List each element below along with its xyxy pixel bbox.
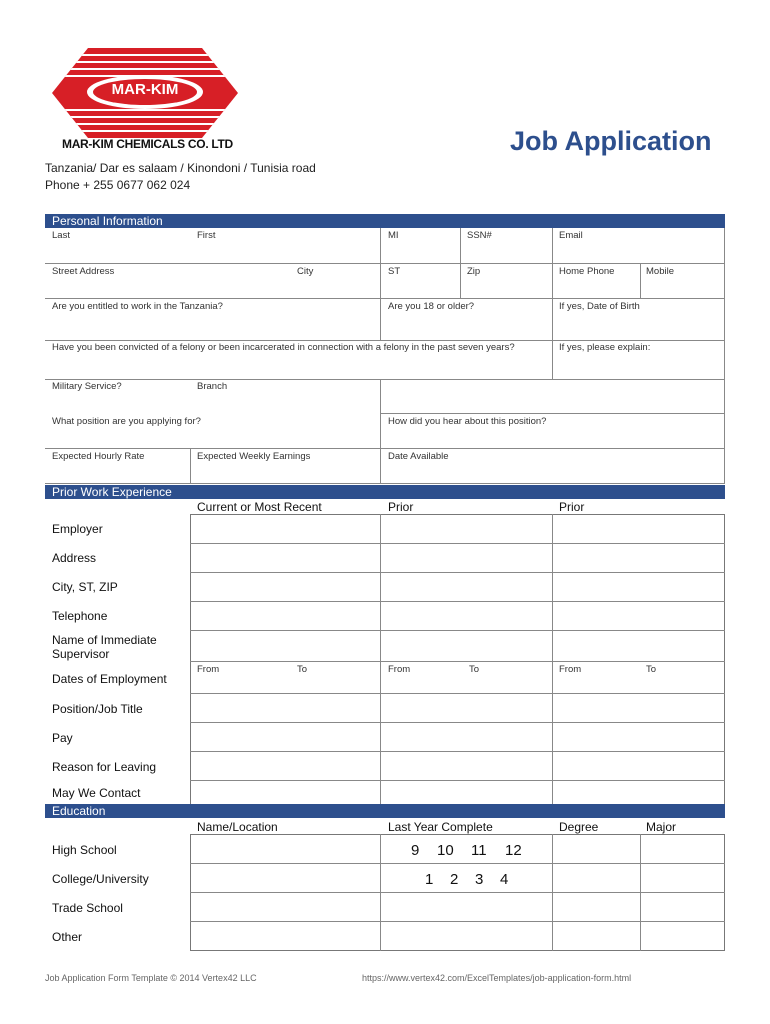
work-col-current: Current or Most Recent (197, 500, 322, 514)
mi-field[interactable]: MI (388, 230, 399, 241)
company-logo (52, 48, 238, 140)
edu-row-other: Other (52, 930, 83, 944)
edu-row-high-school: High School (52, 843, 117, 857)
felony-explain-field[interactable]: If yes, please explain: (559, 342, 651, 353)
date-of-birth-field[interactable]: If yes, Date of Birth (559, 301, 640, 312)
from-label-2: From (388, 664, 411, 675)
to-label-2: To (469, 664, 480, 675)
hs-year-12[interactable]: 12 (505, 842, 522, 859)
position-field[interactable]: What position are you applying for? (52, 416, 201, 427)
ssn-field[interactable]: SSN# (467, 230, 492, 241)
logo-text: MAR-KIM (111, 81, 179, 98)
work-row-telephone: Telephone (52, 609, 108, 623)
work-row-city-st-zip: City, ST, ZIP (52, 580, 118, 594)
footer-copyright: Job Application Form Template © 2014 Vertex42 LLC (45, 973, 257, 983)
work-row-supervisor-2: Supervisor (52, 647, 110, 661)
branch-field[interactable]: Branch (197, 381, 228, 392)
weekly-earnings-field[interactable]: Expected Weekly Earnings (197, 451, 311, 462)
mobile-field[interactable]: Mobile (646, 266, 674, 277)
edu-col-degree: Degree (559, 820, 599, 834)
work-row-address: Address (52, 551, 97, 565)
felony-field[interactable]: Have you been convicted of a felony or been incarcerated in connection with a felony in the past seven years? (52, 342, 515, 353)
work-row-dates: Dates of Employment (52, 672, 167, 686)
age-18-field[interactable]: Are you 18 or older? (388, 301, 475, 312)
hs-year-10[interactable]: 10 (437, 842, 454, 859)
from-label-3: From (559, 664, 582, 675)
to-label-1: To (297, 664, 308, 675)
work-row-contact: May We Contact (52, 786, 141, 800)
last-name-field[interactable]: Last (52, 230, 70, 241)
edu-col-year: Last Year Complete (388, 820, 493, 834)
edu-col-major: Major (646, 820, 677, 834)
hs-year-11[interactable]: 11 (471, 842, 487, 859)
college-year-1[interactable]: 1 (425, 871, 434, 888)
form-title: Job Application (510, 126, 712, 156)
work-col-prior-2: Prior (559, 500, 585, 514)
company-address: Tanzania/ Dar es salaam / Kinondoni / Tunisia road (45, 161, 316, 175)
work-row-supervisor-1: Name of Immediate (52, 633, 157, 647)
hear-about-field[interactable]: How did you hear about this position? (388, 416, 547, 427)
hs-year-9[interactable]: 9 (411, 842, 420, 859)
edu-col-name: Name/Location (197, 820, 278, 834)
city-field[interactable]: City (297, 266, 314, 277)
date-available-field[interactable]: Date Available (388, 451, 449, 462)
work-row-reason: Reason for Leaving (52, 760, 157, 774)
military-service-field[interactable]: Military Service? (52, 381, 122, 392)
first-name-field[interactable]: First (197, 230, 216, 241)
email-field[interactable]: Email (559, 230, 583, 241)
zip-field[interactable]: Zip (467, 266, 481, 277)
state-field[interactable]: ST (388, 266, 401, 277)
college-year-2[interactable]: 2 (450, 871, 459, 888)
work-row-pay: Pay (52, 731, 73, 745)
to-label-3: To (646, 664, 657, 675)
education-header: Education (45, 804, 725, 818)
work-grid[interactable] (190, 514, 725, 805)
personal-info-header: Personal Information (45, 214, 725, 228)
from-label-1: From (197, 664, 220, 675)
footer-url[interactable]: https://www.vertex42.com/ExcelTemplates/job-application-form.html (362, 973, 632, 983)
college-year-4[interactable]: 4 (500, 871, 509, 888)
hourly-rate-field[interactable]: Expected Hourly Rate (52, 451, 145, 462)
work-experience-header: Prior Work Experience (45, 485, 725, 499)
work-row-position: Position/Job Title (52, 702, 143, 716)
work-col-prior-1: Prior (388, 500, 414, 514)
company-name: MAR-KIM CHEMICALS CO. LTD (62, 137, 233, 151)
home-phone-field[interactable]: Home Phone (559, 266, 615, 277)
street-address-field[interactable]: Street Address (52, 266, 115, 277)
edu-row-trade-school: Trade School (52, 901, 123, 915)
work-row-employer: Employer (52, 522, 103, 536)
work-entitlement-field[interactable]: Are you entitled to work in the Tanzania? (52, 301, 223, 312)
company-phone: Phone + 255 0677 062 024 (45, 178, 191, 192)
edu-row-college: College/University (52, 872, 149, 886)
college-year-3[interactable]: 3 (475, 871, 484, 888)
